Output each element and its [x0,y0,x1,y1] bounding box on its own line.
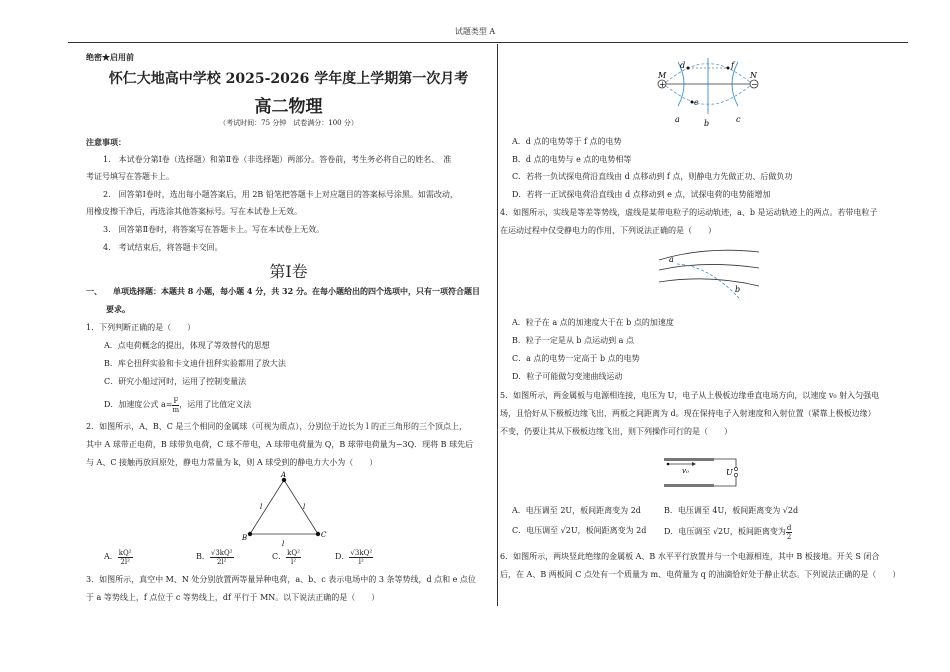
q2-b-den: 2l² [216,557,227,566]
section-number: 一、 [86,286,102,296]
label-n: N [750,71,757,80]
q2-option-b [196,547,234,569]
note-line-3: 2. 回答第Ⅰ卷时，选出每小题答案后，用 2B 铅笔把答题卡上对应题目的答案标号涂黑。如需改动， [103,190,458,199]
q3-option-c: C．若将一负试探电荷沿直线由 d 点移动到 f 点，则静电力先做正功、后做负功 [512,172,793,181]
q2-option-d [335,547,373,569]
q3-stem-line-1: 3．如图所示，真空中 M、N 处分别放置两等量异种电荷，a、b、c 表示电场中的 3 条等势线，d 点和 e 点位 [86,575,476,584]
q4-trajectory-figure [655,242,763,310]
q5-stem-line-1: 5．如图所示，两金属板与电源相连接，电压为 U，电子从上极板边缘垂直电场方向，以速度 v₀ 射入匀强电 [500,391,880,400]
q3-option-b: B．d 点的电势与 e 点的电势相等 [512,155,632,164]
notes-heading: 注意事项： [86,137,126,147]
q2-triangle-figure [240,470,330,548]
terminal-top [734,467,737,470]
label-side-left: l [260,503,263,511]
label-e: e [694,98,699,107]
q2-option-a [104,547,133,569]
label-c: C [321,531,327,539]
q1-fraction-num: F [173,396,179,405]
label-b: b [735,285,741,294]
q1-option-d-tail: ，运用了比值定义法 [179,400,252,409]
q5-option-d-text: D．电压调至 √2U，板间距离变为 [664,527,786,536]
minus-sign: − [751,80,758,89]
header-rule [68,42,908,43]
velocity-arrowhead [692,462,696,466]
q2-d-den: l² [358,557,364,566]
note-line-6: 4. 考试结束后，将答题卡交回。 [103,243,223,252]
point-d [687,67,690,70]
volume-title: 第Ⅰ卷 [269,262,308,281]
q5-fraction-num: d [786,523,792,532]
label-b: B [242,534,248,542]
q3-field-figure [652,54,764,130]
q5-option-b: B．电压调至 4U，板间距离变为 √2d [664,506,799,515]
q2-option-a-frac [118,549,133,566]
q4-option-d: D．粒子可能做匀变速曲线运动 [512,372,623,381]
q3-stem-line-2: 于 a 等势线上，f 点位于 c 等势线上，df 平行于 MN。以下说法正确的是（ ） [86,593,380,602]
label-side-right: l [303,503,306,511]
q2-stem-line-2: 其中 A 球带正电荷，B 球带负电荷，C 球不带电，A 球带电荷量为 Q，B 球带电荷量为−3Q．现将 B 球先后 [86,440,474,449]
q4-option-a: A．粒子在 a 点的加速度大于在 b 点的加速度 [512,318,674,327]
wire-top [714,459,736,468]
q2-option-c [272,547,301,569]
q2-d-num: √3kQ² [350,548,373,557]
label-a: a [675,115,680,124]
wire-bottom [714,476,736,486]
q4-option-c: C．a 点的电势一定高于 b 点的电势 [512,354,640,363]
electron [667,463,670,466]
q1-option-a: A．点电荷概念的提出，体现了等效替代的思想 [104,341,270,350]
q1-option-b: B．库仑扭秤实验和卡文迪什扭秤实验都用了放大法 [104,359,286,368]
label-side-bottom: l [282,540,285,548]
q1-stem: 1．下列判断正确的是（ ） [86,323,196,332]
q4-option-b: B．粒子一定是从 b 点运动到 a 点 [512,336,634,345]
section-instructions: 单项选择题：本题共 8 小题，每小题 4 分，共 32 分。在每小题给出的四个选项中，只有一项符合题目 [113,286,480,296]
q5-fraction-den: 2 [786,532,792,541]
q2-c-num: kQ² [287,548,300,557]
equipotential-line-2 [659,264,759,270]
lower-plate [664,484,714,487]
column-divider [497,44,498,606]
q2-option-d-label: D． [335,552,350,561]
q5-fraction [786,524,792,541]
q5-option-c: C．电压调至 √2U，板间距离变为 2d [512,526,647,535]
q2-option-c-frac [286,549,301,566]
q1-option-c: C．研究小船过河时，运用了控制变量法 [104,377,247,386]
point-f [727,67,730,70]
upper-plate [664,458,714,461]
q1-option-d-text: D．加速度公式 a= [104,400,173,409]
q5-stem-line-2: 场，且恰好从下极板边缘飞出，两板之间距离为 d。现在保持电子入射速度和入射位置（紧靠上极板边缘） [500,409,876,418]
label-f: f [731,61,734,70]
note-line-2: 考证号填写在答题卡上。 [86,172,174,181]
terminal-bottom [734,473,737,476]
exam-info: （考试时间：75 分钟 试卷满分：100 分） [219,119,358,127]
q1-fraction-den: m [172,405,180,414]
exam-title: 怀仁大地高中学校 2025-2026 学年度上学期第一次月考 [108,71,469,87]
label-b: b [704,119,710,128]
q3-option-a: A．d 点的电势等于 f 点的电势 [512,137,622,146]
note-line-4: 用橡皮擦干净后，再选涂其他答案标号。写在本试卷上无效。 [86,207,302,216]
q6-stem-line-1: 6．如图所示，两块竖此绝缘的金属板 A、B 水平平行放置并与一个电源相连，其中 B 板接地。开关 S 闭合 [500,552,880,561]
q2-a-den: 2l² [120,557,130,566]
plus-sign: + [659,80,666,89]
label-a: a [669,255,674,264]
sphere-c [316,532,320,536]
secret-mark: 绝密★启用前 [86,52,134,62]
paper-type-label: 试题类型 A [454,27,496,36]
q2-option-d-frac [349,549,373,566]
label-v0: v₀ [682,467,689,475]
q2-stem-line-1: 2．如图所示，A、B、C 是三个相同的金属球（可视为质点），分别位于边长为 l 的正三角形的三个顶点上， [86,422,468,431]
note-line-1: 1. 本试卷分第Ⅰ卷（选择题）和第Ⅱ卷（非选择题）两部分。答卷前，考生务必将自己的姓名、 准 [103,155,452,164]
equipotential-line-3 [659,279,759,286]
label-c: c [736,115,741,124]
q4-stem-line-2: 在运动过程中仅受静电力的作用，下列说法正确的是（ ） [500,226,716,235]
q2-option-b-frac [210,549,234,566]
q5-capacitor-figure [660,448,752,494]
q4-stem-line-1: 4．如图所示，实线是等差等势线，虚线是某带电粒子的运动轨迹，a、b 是运动轨迹上的两点。若带电粒子 [500,208,878,217]
section-instructions-cont: 要求。 [106,304,130,314]
q2-c-den: l² [291,557,297,566]
q2-b-num: √3kQ² [210,548,233,557]
q2-option-c-label: C． [272,552,287,561]
label-d: d [680,61,686,70]
q2-stem-line-3: 与 A、C 接触再放回原处，静电力常量为 k，则 A 球受到的静电力大小为（ ） [86,458,378,467]
label-u: U [726,468,733,477]
equipotential-line-1 [659,250,759,260]
q2-a-num: kQ² [118,548,132,557]
q3-option-d: D．若将一正试探电荷沿直线由 d 点移动到 e 点，试探电荷的电势能增加 [512,190,771,199]
note-line-5: 3. 回答第Ⅱ卷时，将答案写在答题卡上。写在本试卷上无效。 [103,225,325,234]
q5-option-d [664,522,792,544]
q6-stem-line-2: 后，在 A、B 两板间 C 点处有一个质量为 m、电荷量为 q 的油滴恰好处于静止状态。下列说法正确的是（ ） [500,570,901,579]
label-m: M [658,71,667,80]
q2-option-b-label: B． [196,552,210,561]
sphere-b [248,532,252,536]
q1-option-d [104,395,251,415]
subject-title: 高二物理 [254,97,323,117]
q5-option-a: A．电压调至 2U，板间距离变为 2d [512,506,641,515]
q2-option-a-label: A． [104,552,118,561]
q5-stem-line-3: 不变，仍要让其从下极板边缘飞出，则下列操作可行的是（ ） [500,427,732,436]
label-a: A [281,471,287,479]
